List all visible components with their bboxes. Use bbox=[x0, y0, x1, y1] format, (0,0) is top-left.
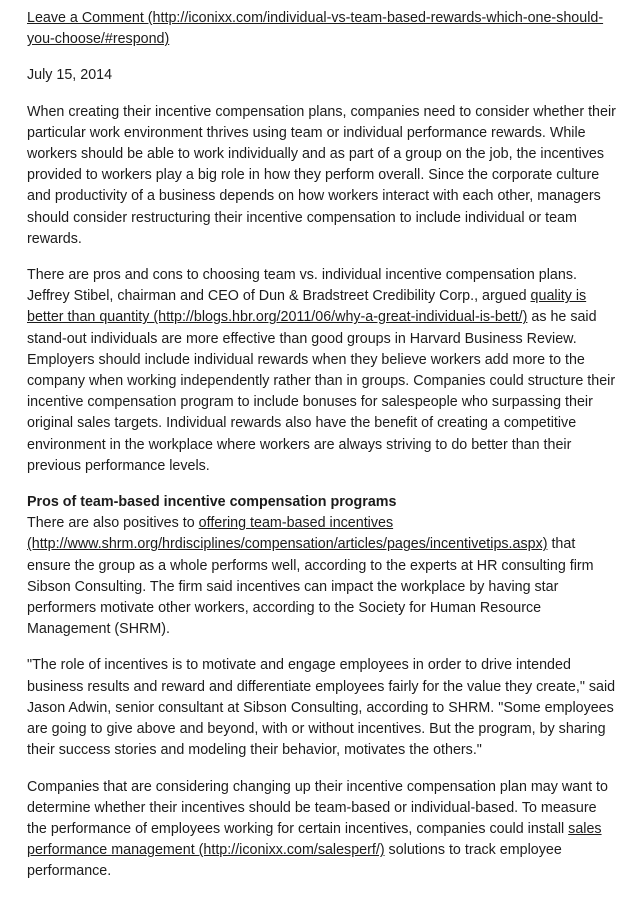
section-team-based bbox=[27, 492, 617, 640]
paragraph-2-text-after: as he said stand-out individuals are more effective than good groups in Harvard Business Review. Employers should include individual rewards when they believe workers add more to the company when working independently rather than in groups. Companies could structure their incentive compensation program to include bonuses for salespeople who surpassing their original sales targets. Individual rewards also have the benefit of creating a competitive environment in the workplace where workers are always striving to do better than their previous performance levels. bbox=[27, 309, 616, 474]
paragraph-5-text-after: solutions to track employee performance. bbox=[27, 842, 562, 880]
paragraph-5 bbox=[27, 777, 617, 883]
paragraph-2 bbox=[27, 265, 617, 477]
article-page bbox=[27, 8, 617, 898]
team-based-incentives-link[interactable]: offering team-based incentives (http://www.shrm.org/hrdisciplines/compensation/articles/pages/incentivetips.aspx) bbox=[27, 515, 548, 553]
paragraph-3-text-after: that ensure the group as a whole performs well, according to the experts at HR consulting firm Sibson Consulting. The firm said incentives can impact the workplace by having star performers motivate other workers, according to the Society for Human Resource Management (SHRM). bbox=[27, 536, 594, 638]
paragraph-4-quote: "The role of incentives is to motivate and engage employees in order to drive intended business results and reward and differentiate employees fairly for the value they create," said Jason Adwin, senior consultant at Sibson Consulting, according to SHRM. "Some employees are going to give above and beyond, with or without incentives. But the program, by sharing their success stories and modeling their behavior, motivates the others." bbox=[27, 657, 616, 759]
paragraph-2-text-before: There are pros and cons to choosing team vs. individual incentive compensation plans. Jeffrey Stibel, chairman and CEO of Dun & Bradstreet Credibility Corp., argued bbox=[27, 267, 577, 305]
post-date: July 15, 2014 bbox=[27, 67, 113, 84]
quality-over-quantity-link[interactable]: quality is better than quantity (http://blogs.hbr.org/2011/06/why-a-great-individual-is-bett/) bbox=[27, 288, 587, 326]
section-heading: Pros of team-based incentive compensation programs bbox=[27, 494, 397, 511]
leave-comment-link[interactable]: Leave a Comment (http://iconixx.com/individual-vs-team-based-rewards-which-one-should-you-choose/#respond) bbox=[27, 10, 604, 48]
paragraph-1: When creating their incentive compensation plans, companies need to consider whether their particular work environment thrives using team or individual performance rewards. While workers should be able to work individually and as part of a group on the job, the incentives provided to workers play a big role in how they perform overall. Since the corporate culture and productivity of a business depends on how workers interact with each other, managers should consider restructuring their incentive compensation to include individual or team rewards. bbox=[27, 103, 616, 247]
sales-performance-link[interactable]: sales performance management (http://iconixx.com/salesperf/) bbox=[27, 820, 602, 859]
paragraph-5-text-before: Companies that are considering changing up their incentive compensation plan may want to determine whether their incentives should be team-based or individual-based. To measure the performance of employees working for certain incentives, companies could install bbox=[27, 778, 608, 837]
comment-line bbox=[27, 8, 617, 50]
paragraph-3-text-before: There are also positives to bbox=[27, 515, 199, 532]
